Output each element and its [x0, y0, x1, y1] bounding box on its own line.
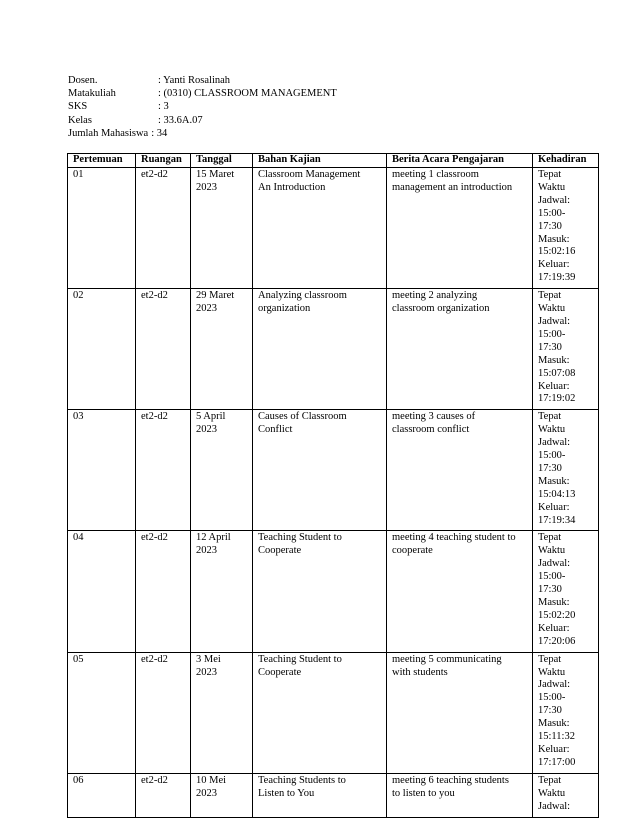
jumlah-value: : 34 [151, 127, 168, 139]
cell-pertemuan: 01 [68, 168, 136, 289]
table-row [68, 168, 599, 289]
cell-tanggal: 10 Mei 2023 [191, 773, 253, 817]
cell-kehadiran: Tepat Waktu Jadwal: [533, 773, 599, 817]
cell-berita-acara: meeting 3 causes of classroom conflict [387, 410, 533, 531]
cell-pertemuan: 06 [68, 773, 136, 817]
cell-bahan-kajian: Teaching Students to Listen to You [253, 773, 387, 817]
cell-pertemuan: 04 [68, 531, 136, 652]
cell-tanggal: 12 April 2023 [191, 531, 253, 652]
cell-berita-acara: meeting 6 teaching students to listen to you [387, 773, 533, 817]
cell-ruangan: et2-d2 [136, 168, 191, 289]
cell-ruangan: et2-d2 [136, 289, 191, 410]
table-row [68, 410, 599, 531]
info-kelas [68, 114, 337, 127]
cell-ruangan: et2-d2 [136, 652, 191, 773]
cell-berita-acara: meeting 2 analyzing classroom organization [387, 289, 533, 410]
cell-ruangan: et2-d2 [136, 531, 191, 652]
cell-pertemuan: 03 [68, 410, 136, 531]
cell-tanggal: 29 Maret 2023 [191, 289, 253, 410]
header-berita-acara: Berita Acara Pengajaran [387, 154, 533, 168]
dosen-label: Dosen. [68, 75, 98, 86]
table-row [68, 773, 599, 817]
info-dosen [68, 74, 337, 87]
cell-pertemuan: 02 [68, 289, 136, 410]
table-row [68, 289, 599, 410]
cell-ruangan: et2-d2 [136, 773, 191, 817]
cell-bahan-kajian: Teaching Student to Cooperate [253, 652, 387, 773]
table-row [68, 531, 599, 652]
cell-tanggal: 3 Mei 2023 [191, 652, 253, 773]
cell-bahan-kajian: Analyzing classroom organization [253, 289, 387, 410]
header-ruangan: Ruangan [136, 154, 191, 168]
sks-value: : 3 [158, 101, 169, 113]
kelas-value: : 33.6A.07 [158, 114, 203, 126]
info-jumlah [68, 127, 337, 140]
cell-tanggal: 5 April 2023 [191, 410, 253, 531]
cell-bahan-kajian: Causes of Classroom Conflict [253, 410, 387, 531]
cell-kehadiran: Tepat Waktu Jadwal: 15:00- 17:30 Masuk: 15:02:16 Keluar: 17:19:39 [533, 168, 599, 289]
dosen-value: : Yanti Rosalinah [158, 75, 231, 86]
cell-berita-acara: meeting 1 classroom management an introduction [387, 168, 533, 289]
cell-kehadiran: Tepat Waktu Jadwal: 15:00- 17:30 Masuk: 15:04:13 Keluar: 17:19:34 [533, 410, 599, 531]
kelas-label: Kelas [68, 114, 92, 126]
header-bahan-kajian: Bahan Kajian [253, 154, 387, 168]
info-sks [68, 100, 337, 113]
table-header-row [68, 154, 599, 168]
cell-bahan-kajian: Classroom Management An Introduction [253, 168, 387, 289]
cell-kehadiran: Tepat Waktu Jadwal: 15:00- 17:30 Masuk: 15:07:08 Keluar: 17:19:02 [533, 289, 599, 410]
cell-kehadiran: Tepat Waktu Jadwal: 15:00- 17:30 Masuk: 15:02:20 Keluar: 17:20:06 [533, 531, 599, 652]
attendance-table [67, 153, 599, 818]
info-matakuliah [68, 87, 337, 100]
cell-berita-acara: meeting 4 teaching student to cooperate [387, 531, 533, 652]
header-tanggal: Tanggal [191, 154, 253, 168]
cell-tanggal: 15 Maret 2023 [191, 168, 253, 289]
cell-bahan-kajian: Teaching Student to Cooperate [253, 531, 387, 652]
cell-kehadiran: Tepat Waktu Jadwal: 15:00- 17:30 Masuk: 15:11:32 Keluar: 17:17:00 [533, 652, 599, 773]
matakuliah-value: : (0310) CLASSROOM MANAGEMENT [158, 88, 337, 100]
header-kehadiran: Kehadiran [533, 154, 599, 168]
sks-label: SKS [68, 101, 88, 113]
table-row [68, 652, 599, 773]
matakuliah-label: Matakuliah [68, 88, 116, 100]
header-pertemuan: Pertemuan [68, 154, 136, 168]
jumlah-label: Jumlah Mahasiswa [68, 127, 149, 139]
cell-ruangan: et2-d2 [136, 410, 191, 531]
cell-pertemuan: 05 [68, 652, 136, 773]
course-info [68, 74, 337, 140]
cell-berita-acara: meeting 5 communicating with students [387, 652, 533, 773]
